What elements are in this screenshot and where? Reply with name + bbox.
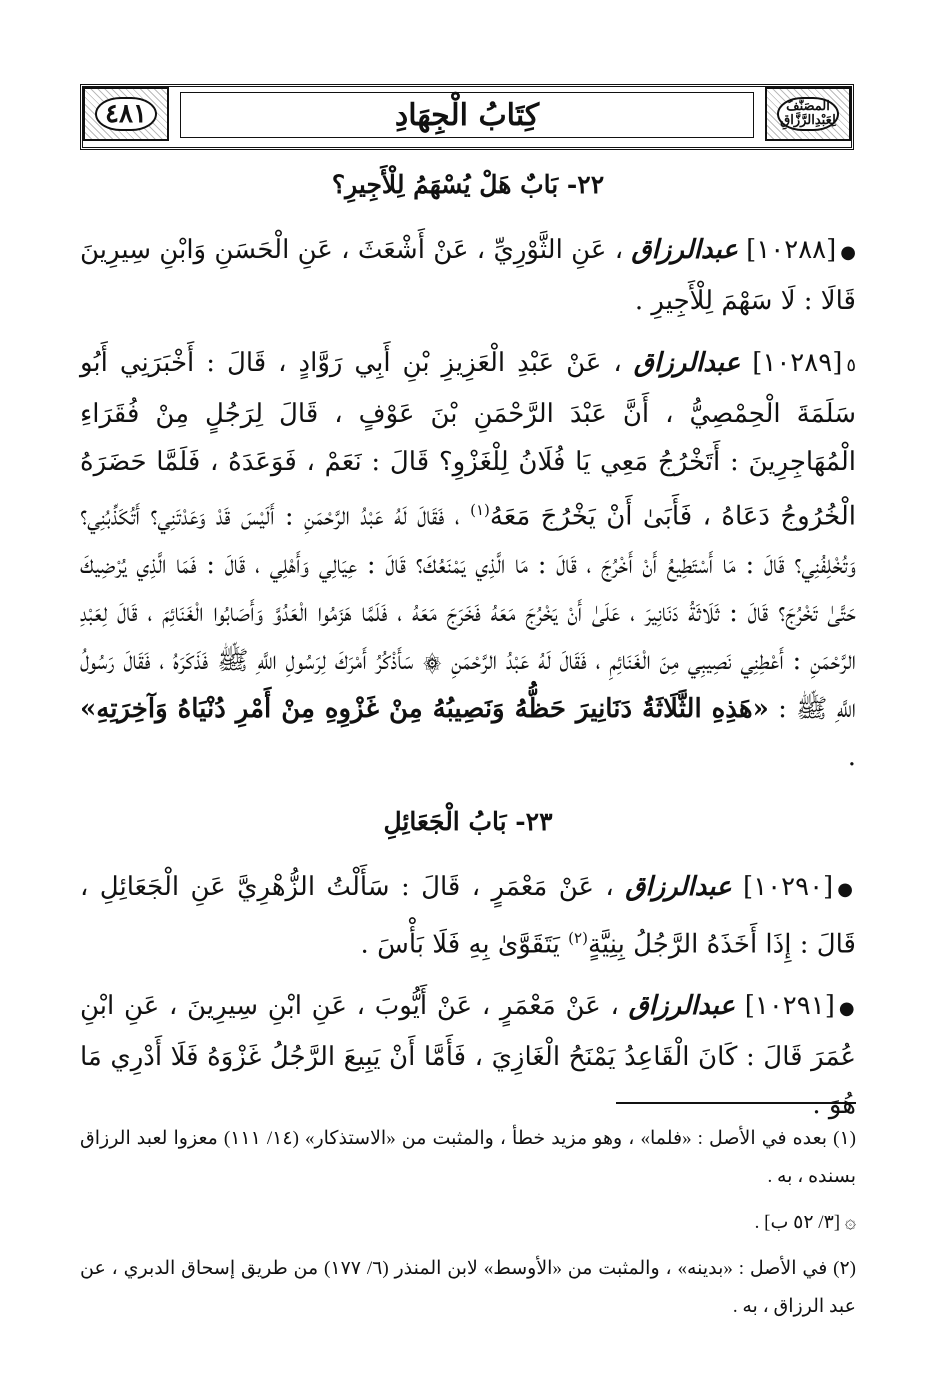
- hadith-text-after: يَتَقَوَّىٰ بِهِ فَلَا بَأْسَ .: [360, 929, 560, 960]
- bullet-marker: ●: [838, 998, 856, 1020]
- hadith-text-part-3: سَأَذْكُرُ أَمْرَكَ لِرَسُولِ اللَّهِ ﷺ فَذَكَرَهُ ، فَقَالَ رَسُولُ اللَّهِ ﷺ :: [80, 645, 857, 724]
- page-number: ٤٨١: [105, 99, 147, 129]
- hadith-end: .: [847, 741, 856, 772]
- hadith-text-part-2: ، فَقَالَ لَهُ عَبْدُ الرَّحْمَنِ : أَلَيْسَ قَدْ وَعَدْتَنِي؟ أَتُكَذِّبُنِي؟ وَتُخْلِفُنِي؟ قَالَ : مَا أَسْتَطِيعُ أَنْ أَخْرُجَ ، قَالَ : مَا الَّذِي يَمْنَعُكَ؟ قَالَ : عِيَالِي وَأَهْلِي ، قَالَ : فَمَا الَّذِي يُرْضِيكَ حَتَّىٰ تَخْرُجَ؟ قَالَ : ثَلَاثَةُ دَنَانِيرَ ، عَلَىٰ أَنْ يَخْرُجَ مَعَهُ فَخَرَجَ مَعَهُ ، فَلَمَّا هَزَمُوا الْعَدُوَّ وَأَصَابُوا الْغَنَائِمَ ، قَالَ لِعَبْدِ الرَّحْمَنِ : أَعْطِنِي نَصِيبِي مِنَ الْغَنَائِمِ ، فَقَالَ لَهُ عَبْدُ الرَّحْمَنِ: [80, 501, 857, 676]
- hadith-text: ، عَنِ الثَّوْرِيِّ ، عَنْ أَشْعَثَ ، عَنِ الْحَسَنِ وَابْنِ سِيرِينَ قَالَا : لَا سَهْمَ لِلْأَجِيرِ .: [80, 235, 856, 316]
- page-number-medallion: [95, 97, 157, 131]
- hadith-entry: [80, 863, 856, 969]
- book-title: كِتَابُ الْجِهَادِ: [394, 97, 540, 133]
- hadith-text-part-1: ، عَنْ عَبْدِ الْعَزِيزِ بْنِ أَبِي رَوَّادٍ ، قَالَ : أَخْبَرَنِي أَبُو سَلَمَةَ الْحِمْصِيُّ ، أَنَّ عَبْدَ الرَّحْمَنِ بْنَ عَوْفٍ ، قَالَ لِرَجُلٍ مِنْ فُقَرَاءِ الْمُهَاجِرِينَ : أَتَخْرُجُ مَعِي يَا فُلَانُ لِلْغَزْوِ؟ قَالَ : نَعَمْ ، فَوَعَدَهُ ، فَلَمَّا حَضَرَهُ الْخُرُوجُ دَعَاهُ ، فَأَبَىٰ أَنْ يَخْرُجَ مَعَهُ: [80, 348, 856, 532]
- footnote-1: (١) بعده في الأصل : «فلما» ، وهو مزيد خطأ ، والمثبت من «الاستذكار» (١٤/ ١١١) معزوا لعبد الرزاق بسنده ، به .: [80, 1128, 856, 1187]
- book-title-box: [180, 92, 754, 138]
- narrator-author: عبدالرزاق: [631, 235, 738, 265]
- series-logo-ornament: [765, 87, 851, 141]
- hadith-entry-long: [80, 339, 856, 781]
- footnote-2: (٢) في الأصل : «بدينه» ، والمثبت من «الأوسط» لابن المنذر (٦/ ١٧٧) من طريق إسحاق الدبري ، عن عبد الرزاق ، به .: [80, 1258, 856, 1317]
- main-text: [80, 168, 856, 1143]
- hadith-number: [١٠٢٩١]: [744, 991, 835, 1022]
- logo-line-2: لِعَبْدِالرَّزَّاقِ: [780, 113, 836, 128]
- footnote-separator: [616, 1102, 856, 1104]
- narrator-author: عبدالرزاق: [633, 348, 741, 378]
- footnote-folio: ۞ [٣/ ٥٢ ب] .: [754, 1212, 856, 1233]
- bullet-marker: ●: [840, 242, 857, 263]
- narrator-author: عبدالرزاق: [625, 871, 732, 902]
- page-header: [80, 84, 854, 150]
- bullet-marker: ●: [837, 878, 857, 900]
- narrator-author: عبدالرزاق: [628, 991, 736, 1022]
- footnotes: [80, 1120, 856, 1334]
- logo-line-1: المصَنَّفُ: [786, 99, 830, 115]
- hadith-number: [١٠٢٨٨]: [746, 235, 837, 265]
- hadith-number: [١٠٢٩٠]: [743, 871, 834, 902]
- hadith-entry: [80, 982, 856, 1129]
- footnote-ref-2[interactable]: (٢): [568, 928, 588, 947]
- chapter-title: ٢٣- بَابُ الْجَعَائِلِ: [383, 806, 553, 836]
- prophetic-quote: «هَذِهِ الثَّلَاثَةُ دَنَانِيرَ حَظُّهُ وَنَصِيبُهُ مِنْ غَزْوِهِ مِنْ أَمْرِ دُنْيَاهُ وَآخِرَتِهِ»: [80, 693, 769, 724]
- hadith-entry: [80, 226, 856, 325]
- hadith-number: [١٠٢٨٩]: [752, 348, 843, 378]
- series-logo: [777, 97, 839, 131]
- footnote-ref-1[interactable]: (١): [470, 501, 490, 519]
- page-number-ornament: [83, 87, 169, 141]
- hadith-text: ، عَنْ مَعْمَرٍ ، قَالَ : سَأَلْتُ الزُّهْرِيَّ عَنِ الْجَعَائِلِ ، قَالَ : إِذَا أَخَذَهُ الرَّجُلُ بِنِيَّةٍ: [80, 871, 856, 960]
- circle-marker: ٥: [846, 355, 857, 376]
- folio-mark-icon: ۞: [422, 645, 443, 676]
- hadith-text: ، عَنْ مَعْمَرٍ ، عَنْ أَيُّوبَ ، عَنِ ابْنِ سِيرِينَ ، عَنِ ابْنِ عُمَرَ قَالَ : كَانَ الْقَاعِدُ يَمْنَحُ الْغَازِيَ ، فَأَمَّا أَنْ يَبِيعَ الرَّجُلُ غَزْوَهُ فَلَا أَدْرِي مَا هُوَ .: [80, 991, 856, 1121]
- chapter-title: ٢٢- بَابٌ هَلْ يُسْهَمُ لِلْأَجِيرِ؟: [331, 170, 605, 199]
